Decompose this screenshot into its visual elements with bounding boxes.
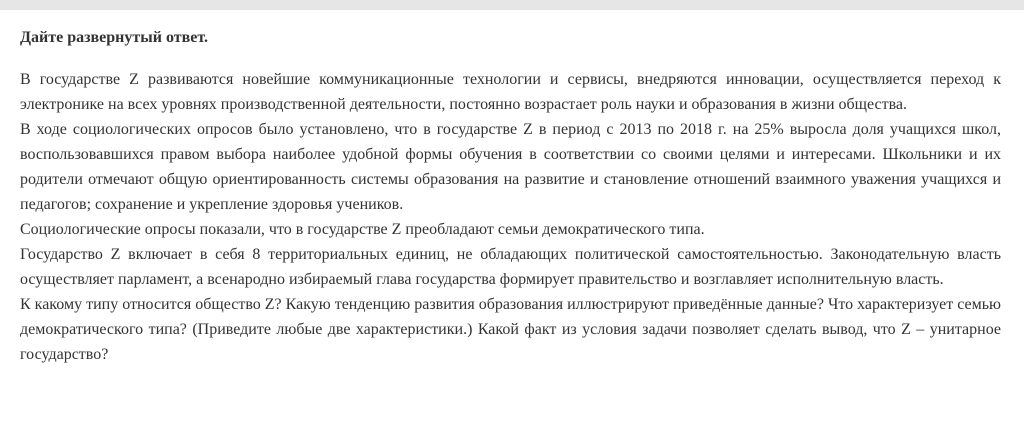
paragraph-state-structure: Государство Z включает в себя 8 территориальных единиц, не обладающих политической самостоятельностью. Законодательную власть осуществляет парламент, а всенародно избираемый глава государства формирует правительство и возглавляет исполнительную власть.	[20, 246, 1001, 288]
task-content	[20, 10, 1001, 367]
paragraph-technology: В государстве Z развиваются новейшие коммуникационные технологии и сервисы, внедряются инновации, осуществляется переход к электронике на всех уровнях производственной деятельности, постоянно возрастает роль науки и образования в жизни общества.	[20, 71, 1001, 113]
task-heading: Дайте развернутый ответ.	[20, 29, 208, 46]
paragraph-education-survey: В ходе социологических опросов было установлено, что в государстве Z в период с 2013 по 2018 г. на 25% выросла доля учащихся школ, воспользовавшихся правом выбора наиболее удобной формы обучения в соответствии со своими целями и интересами. Школьники и их родители отмечают общую ориентированность системы образования на развитие и становление отношений взаимного уважения учащихся и педагогов; сохранение и укрепление здоровья учеников.	[20, 121, 1001, 213]
paragraph-family-survey: Социологические опросы показали, что в государстве Z преобладают семьи демократического типа.	[20, 221, 705, 238]
paragraph-questions: К какому типу относится общество Z? Какую тенденцию развития образования иллюстрируют приведённые данные? Что характеризует семью демократического типа? (Приведите любые две характеристики.) Какой факт из условия задачи позволяет сделать вывод, что Z – унитарное государство?	[20, 296, 1001, 363]
top-bar	[0, 0, 1024, 10]
